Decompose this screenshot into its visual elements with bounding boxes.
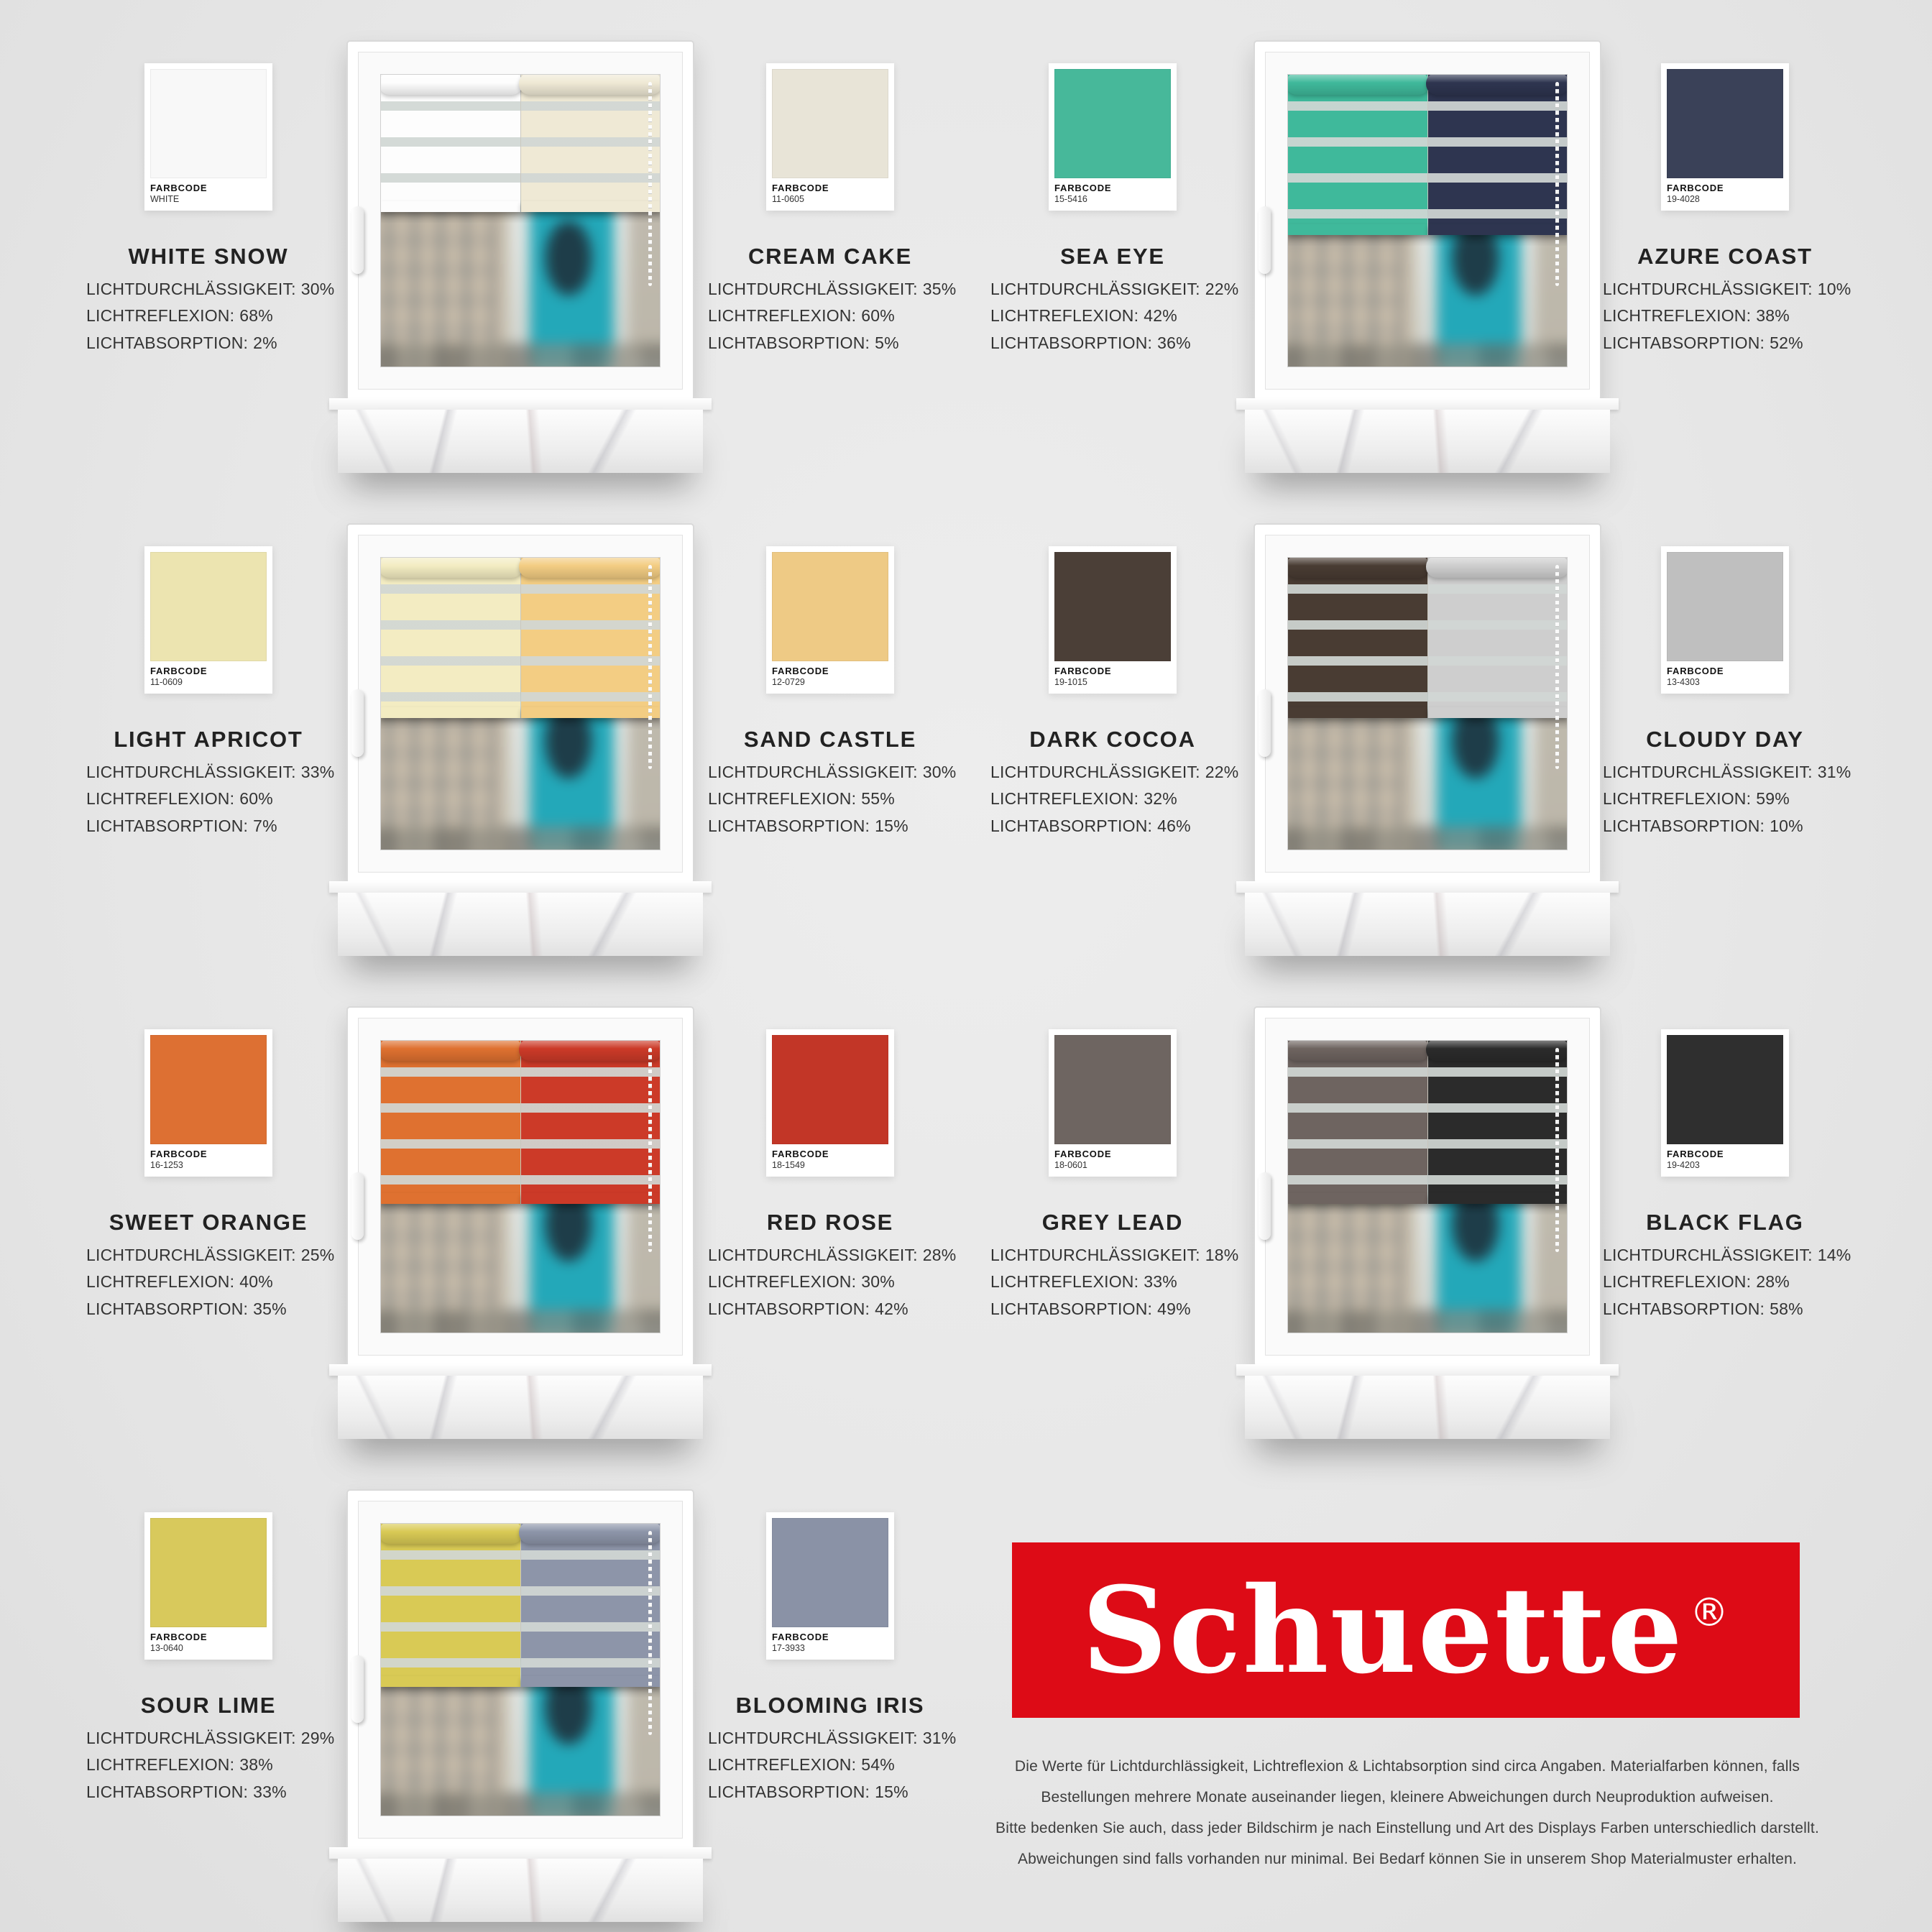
prop-durchlaessigkeit: LICHTDURCHLÄSSIGKEIT: 29% <box>86 1728 335 1747</box>
marble-sill <box>338 1376 703 1439</box>
roller-tube <box>1426 74 1568 95</box>
roller-tube <box>519 1040 661 1061</box>
prop-reflexion: LICHTREFLEXION: 55% <box>708 789 895 809</box>
roller-tube <box>380 557 523 578</box>
color-swatch <box>772 1518 888 1627</box>
blind-right-half <box>1428 75 1568 235</box>
color-name: LIGHT APRICOT <box>114 726 303 752</box>
blind-right-half <box>521 1041 661 1204</box>
blind-left-half <box>1288 558 1428 718</box>
light-properties <box>990 276 1238 356</box>
disclaimer-line: Bitte bedenken Sie auch, dass jeder Bildschirm je nach Einstellung und Art des Displays Farben unterschiedlich darstellt. <box>995 1820 1819 1837</box>
window-frame <box>346 40 694 401</box>
roller-tube <box>380 1523 523 1544</box>
prop-absorption: LICHTABSORPTION: 46% <box>990 816 1191 835</box>
farbcode-label: FARBCODE <box>772 1632 829 1642</box>
disclaimer-text <box>976 1751 1839 1874</box>
window-handle <box>351 1172 364 1240</box>
light-properties <box>708 1725 956 1806</box>
prop-durchlaessigkeit: LICHTDURCHLÄSSIGKEIT: 33% <box>86 762 335 781</box>
brand-name: Schuette ® <box>1082 1560 1730 1700</box>
prop-reflexion: LICHTREFLEXION: 42% <box>990 306 1177 326</box>
prop-absorption: LICHTABSORPTION: 58% <box>1603 1299 1803 1318</box>
blind-right-half <box>521 558 661 718</box>
prop-reflexion: LICHTREFLEXION: 68% <box>86 306 273 326</box>
color-swatch <box>1667 69 1783 178</box>
window-glass <box>380 557 661 850</box>
light-properties <box>86 276 334 356</box>
row-2 <box>0 483 1932 966</box>
color-name: SOUR LIME <box>140 1692 277 1718</box>
roller-tube <box>519 557 661 578</box>
color-name: CREAM CAKE <box>748 243 913 269</box>
color-entry-grey-lead <box>990 1029 1239 1322</box>
color-entry-sour-lime <box>86 1512 335 1806</box>
farbcode-card <box>1049 63 1177 211</box>
blind-chain <box>1555 1048 1559 1252</box>
color-swatch <box>772 552 888 661</box>
farbcode-label: FARBCODE <box>1054 666 1112 676</box>
color-entry-black-flag <box>1603 1029 1852 1322</box>
blind-chain <box>648 565 652 769</box>
roller-tube <box>380 74 523 95</box>
row-1 <box>0 0 1932 483</box>
prop-absorption: LICHTABSORPTION: 52% <box>1603 333 1803 352</box>
color-entry-sea-eye <box>990 63 1239 356</box>
prop-absorption: LICHTABSORPTION: 42% <box>708 1299 908 1318</box>
light-properties <box>1603 1242 1851 1322</box>
window-mockup-teal-navy <box>1243 40 1611 483</box>
window-mockup-apricot-sand <box>336 523 704 966</box>
color-entry-azure-coast <box>1603 63 1852 356</box>
farbcode-label: FARBCODE <box>150 666 208 676</box>
blind-chain <box>1555 565 1559 769</box>
color-swatch <box>150 1518 267 1627</box>
light-properties <box>990 759 1238 840</box>
farbcode-label: FARBCODE <box>150 1149 208 1159</box>
farbcode-value: 13-0640 <box>150 1642 183 1653</box>
blind-right-half <box>1428 558 1568 718</box>
farbcode-value: 18-0601 <box>1054 1159 1087 1170</box>
blind-left-half <box>381 75 521 212</box>
color-name: WHITE SNOW <box>128 243 289 269</box>
prop-reflexion: LICHTREFLEXION: 40% <box>86 1272 273 1292</box>
light-properties <box>708 759 956 840</box>
window-sill <box>329 398 712 410</box>
blind-left-half <box>381 558 521 718</box>
window-handle <box>1259 689 1271 757</box>
color-entry-dark-cocoa <box>990 546 1239 840</box>
window-sill <box>1236 1364 1619 1376</box>
window-frame <box>1254 523 1601 884</box>
prop-absorption: LICHTABSORPTION: 10% <box>1603 816 1803 835</box>
window-glass <box>1287 1040 1568 1333</box>
blind-chain <box>1555 82 1559 286</box>
window-frame <box>346 523 694 884</box>
duo-roller-blind <box>381 1524 660 1687</box>
color-name: SEA EYE <box>1060 243 1165 269</box>
window-glass <box>380 1523 661 1816</box>
roller-tube <box>519 1523 661 1544</box>
prop-durchlaessigkeit: LICHTDURCHLÄSSIGKEIT: 31% <box>1603 762 1852 781</box>
window-sill <box>1236 881 1619 893</box>
registered-trademark-icon: ® <box>1689 1589 1730 1635</box>
color-entry-white-snow <box>86 63 335 356</box>
blind-left-half <box>381 1041 521 1204</box>
window-sill <box>329 1847 712 1859</box>
duo-roller-blind <box>381 1041 660 1204</box>
farbcode-card <box>766 546 894 694</box>
row-3 <box>0 966 1932 1449</box>
farbcode-label: FARBCODE <box>150 1632 208 1642</box>
marble-sill <box>338 410 703 473</box>
prop-durchlaessigkeit: LICHTDURCHLÄSSIGKEIT: 30% <box>86 279 335 298</box>
farbcode-label: FARBCODE <box>772 666 829 676</box>
window-frame <box>346 1489 694 1850</box>
light-properties <box>708 1242 956 1322</box>
color-name: DARK COCOA <box>1029 726 1196 752</box>
disclaimer-line: Bestellungen mehrere Monate auseinander liegen, kleinere Abweichungen durch Neuproduktion aufweisen. <box>1041 1789 1774 1806</box>
farbcode-value: 16-1253 <box>150 1159 183 1170</box>
marble-sill <box>1245 1376 1610 1439</box>
blind-chain <box>648 82 652 286</box>
farbcode-card <box>766 63 894 211</box>
prop-durchlaessigkeit: LICHTDURCHLÄSSIGKEIT: 35% <box>708 279 957 298</box>
duo-roller-blind <box>381 75 660 212</box>
color-swatch <box>150 1035 267 1144</box>
farbcode-value: 19-1015 <box>1054 676 1087 687</box>
marble-sill <box>338 1859 703 1922</box>
roller-tube <box>519 74 661 95</box>
disclaimer-line: Die Werte für Lichtdurchlässigkeit, Lichtreflexion & Lichtabsorption sind circa Angaben. Materialfarben können, falls <box>1014 1758 1800 1775</box>
window-handle <box>351 1655 364 1723</box>
color-entry-cloudy-day <box>1603 546 1852 840</box>
prop-absorption: LICHTABSORPTION: 33% <box>86 1782 287 1801</box>
schuette-logo <box>1012 1542 1800 1718</box>
farbcode-card <box>766 1512 894 1660</box>
prop-absorption: LICHTABSORPTION: 15% <box>708 1782 908 1801</box>
color-name: CLOUDY DAY <box>1646 726 1804 752</box>
window-mockup-cocoa-grey <box>1243 523 1611 966</box>
farbcode-card <box>144 1512 272 1660</box>
farbcode-value: 15-5416 <box>1054 193 1087 204</box>
prop-reflexion: LICHTREFLEXION: 38% <box>86 1755 273 1775</box>
prop-absorption: LICHTABSORPTION: 35% <box>86 1299 287 1318</box>
blind-chain <box>648 1531 652 1735</box>
window-sill <box>329 881 712 893</box>
prop-absorption: LICHTABSORPTION: 49% <box>990 1299 1191 1318</box>
farbcode-card <box>1049 546 1177 694</box>
prop-durchlaessigkeit: LICHTDURCHLÄSSIGKEIT: 10% <box>1603 279 1852 298</box>
color-swatch <box>1667 1035 1783 1144</box>
farbcode-card <box>1661 63 1789 211</box>
blind-right-half <box>1428 1041 1568 1204</box>
color-swatch <box>1054 552 1171 661</box>
blind-right-half <box>521 75 661 212</box>
prop-reflexion: LICHTREFLEXION: 59% <box>1603 789 1790 809</box>
window-sill <box>1236 398 1619 410</box>
prop-reflexion: LICHTREFLEXION: 54% <box>708 1755 895 1775</box>
color-entry-cream-cake <box>708 63 957 356</box>
row-4 <box>0 1449 1932 1932</box>
light-properties <box>1603 276 1851 356</box>
farbcode-value: WHITE <box>150 193 180 204</box>
roller-tube <box>1426 557 1568 578</box>
marble-sill <box>338 893 703 956</box>
prop-absorption: LICHTABSORPTION: 7% <box>86 816 277 835</box>
window-mockup-white-cream <box>336 40 704 483</box>
farbcode-label: FARBCODE <box>772 183 829 193</box>
roller-tube <box>1287 1040 1430 1061</box>
farbcode-label: FARBCODE <box>150 183 208 193</box>
farbcode-card <box>144 1029 272 1177</box>
window-mockup-grey-black <box>1243 1006 1611 1449</box>
prop-durchlaessigkeit: LICHTDURCHLÄSSIGKEIT: 30% <box>708 762 957 781</box>
color-name: BLOOMING IRIS <box>735 1692 925 1718</box>
prop-absorption: LICHTABSORPTION: 5% <box>708 333 899 352</box>
farbcode-card <box>144 63 272 211</box>
duo-roller-blind <box>381 558 660 718</box>
farbcode-label: FARBCODE <box>1667 183 1724 193</box>
roller-tube <box>380 1040 523 1061</box>
light-properties <box>990 1242 1238 1322</box>
color-name: GREY LEAD <box>1041 1209 1184 1235</box>
farbcode-label: FARBCODE <box>1054 183 1112 193</box>
light-properties <box>86 759 334 840</box>
color-swatch <box>150 552 267 661</box>
color-swatch <box>772 69 888 178</box>
window-handle <box>1259 206 1271 274</box>
color-entry-light-apricot <box>86 546 335 840</box>
prop-reflexion: LICHTREFLEXION: 28% <box>1603 1272 1790 1292</box>
farbcode-value: 18-1549 <box>772 1159 805 1170</box>
farbcode-card <box>766 1029 894 1177</box>
prop-durchlaessigkeit: LICHTDURCHLÄSSIGKEIT: 22% <box>990 762 1239 781</box>
prop-reflexion: LICHTREFLEXION: 60% <box>708 306 895 326</box>
color-name: SWEET ORANGE <box>109 1209 308 1235</box>
prop-reflexion: LICHTREFLEXION: 38% <box>1603 306 1790 326</box>
color-entry-sweet-orange <box>86 1029 335 1322</box>
marble-sill <box>1245 893 1610 956</box>
prop-durchlaessigkeit: LICHTDURCHLÄSSIGKEIT: 25% <box>86 1245 335 1264</box>
farbcode-value: 19-4203 <box>1667 1159 1700 1170</box>
window-glass <box>380 74 661 367</box>
farbcode-value: 11-0605 <box>772 193 804 204</box>
farbcode-value: 13-4303 <box>1667 676 1700 687</box>
light-properties <box>86 1725 334 1806</box>
color-swatch <box>1054 69 1171 178</box>
color-swatch <box>1667 552 1783 661</box>
farbcode-card <box>1049 1029 1177 1177</box>
duo-roller-blind <box>1288 558 1567 718</box>
prop-durchlaessigkeit: LICHTDURCHLÄSSIGKEIT: 31% <box>708 1728 957 1747</box>
window-handle <box>1259 1172 1271 1240</box>
window-sill <box>329 1364 712 1376</box>
color-swatch <box>1054 1035 1171 1144</box>
color-name: BLACK FLAG <box>1646 1209 1804 1235</box>
color-entry-red-rose <box>708 1029 957 1322</box>
duo-roller-blind <box>1288 1041 1567 1204</box>
farbcode-card <box>1661 546 1789 694</box>
color-name: AZURE COAST <box>1637 243 1813 269</box>
window-handle <box>351 689 364 757</box>
marble-sill <box>1245 410 1610 473</box>
farbcode-label: FARBCODE <box>1054 1149 1112 1159</box>
farbcode-card <box>1661 1029 1789 1177</box>
window-frame <box>346 1006 694 1367</box>
prop-durchlaessigkeit: LICHTDURCHLÄSSIGKEIT: 28% <box>708 1245 957 1264</box>
farbcode-value: 11-0609 <box>150 676 183 687</box>
window-frame <box>1254 40 1601 401</box>
roller-tube <box>1287 74 1430 95</box>
window-mockup-lime-iris <box>336 1489 704 1932</box>
color-name: RED ROSE <box>766 1209 894 1235</box>
color-entry-blooming-iris <box>708 1512 957 1806</box>
prop-reflexion: LICHTREFLEXION: 33% <box>990 1272 1177 1292</box>
farbcode-card <box>144 546 272 694</box>
window-glass <box>380 1040 661 1333</box>
blind-left-half <box>1288 75 1428 235</box>
blind-chain <box>648 1048 652 1252</box>
color-swatch <box>150 69 267 178</box>
color-name: SAND CASTLE <box>743 726 917 752</box>
color-swatch <box>772 1035 888 1144</box>
roller-tube <box>1287 557 1430 578</box>
window-handle <box>351 206 364 274</box>
prop-reflexion: LICHTREFLEXION: 32% <box>990 789 1177 809</box>
prop-absorption: LICHTABSORPTION: 2% <box>86 333 277 352</box>
farbcode-value: 17-3933 <box>772 1642 805 1653</box>
prop-durchlaessigkeit: LICHTDURCHLÄSSIGKEIT: 14% <box>1603 1245 1852 1264</box>
prop-durchlaessigkeit: LICHTDURCHLÄSSIGKEIT: 22% <box>990 279 1239 298</box>
color-entry-sand-castle <box>708 546 957 840</box>
farbcode-value: 19-4028 <box>1667 193 1700 204</box>
window-frame <box>1254 1006 1601 1367</box>
farbcode-label: FARBCODE <box>772 1149 829 1159</box>
blind-left-half <box>381 1524 521 1687</box>
farbcode-label: FARBCODE <box>1667 1149 1724 1159</box>
prop-durchlaessigkeit: LICHTDURCHLÄSSIGKEIT: 18% <box>990 1245 1239 1264</box>
prop-absorption: LICHTABSORPTION: 36% <box>990 333 1191 352</box>
light-properties <box>86 1242 334 1322</box>
window-glass <box>1287 74 1568 367</box>
blind-left-half <box>1288 1041 1428 1204</box>
disclaimer-line: Abweichungen sind falls vorhanden nur minimal. Bei Bedarf können Sie in unserem Shop Materialmuster erhalten. <box>1017 1851 1798 1868</box>
prop-absorption: LICHTABSORPTION: 15% <box>708 816 908 835</box>
light-properties <box>1603 759 1851 840</box>
farbcode-label: FARBCODE <box>1667 666 1724 676</box>
light-properties <box>708 276 956 356</box>
prop-reflexion: LICHTREFLEXION: 30% <box>708 1272 895 1292</box>
duo-roller-blind <box>1288 75 1567 235</box>
farbcode-value: 12-0729 <box>772 676 805 687</box>
blind-right-half <box>521 1524 661 1687</box>
window-glass <box>1287 557 1568 850</box>
window-mockup-orange-red <box>336 1006 704 1449</box>
roller-tube <box>1426 1040 1568 1061</box>
prop-reflexion: LICHTREFLEXION: 60% <box>86 789 273 809</box>
